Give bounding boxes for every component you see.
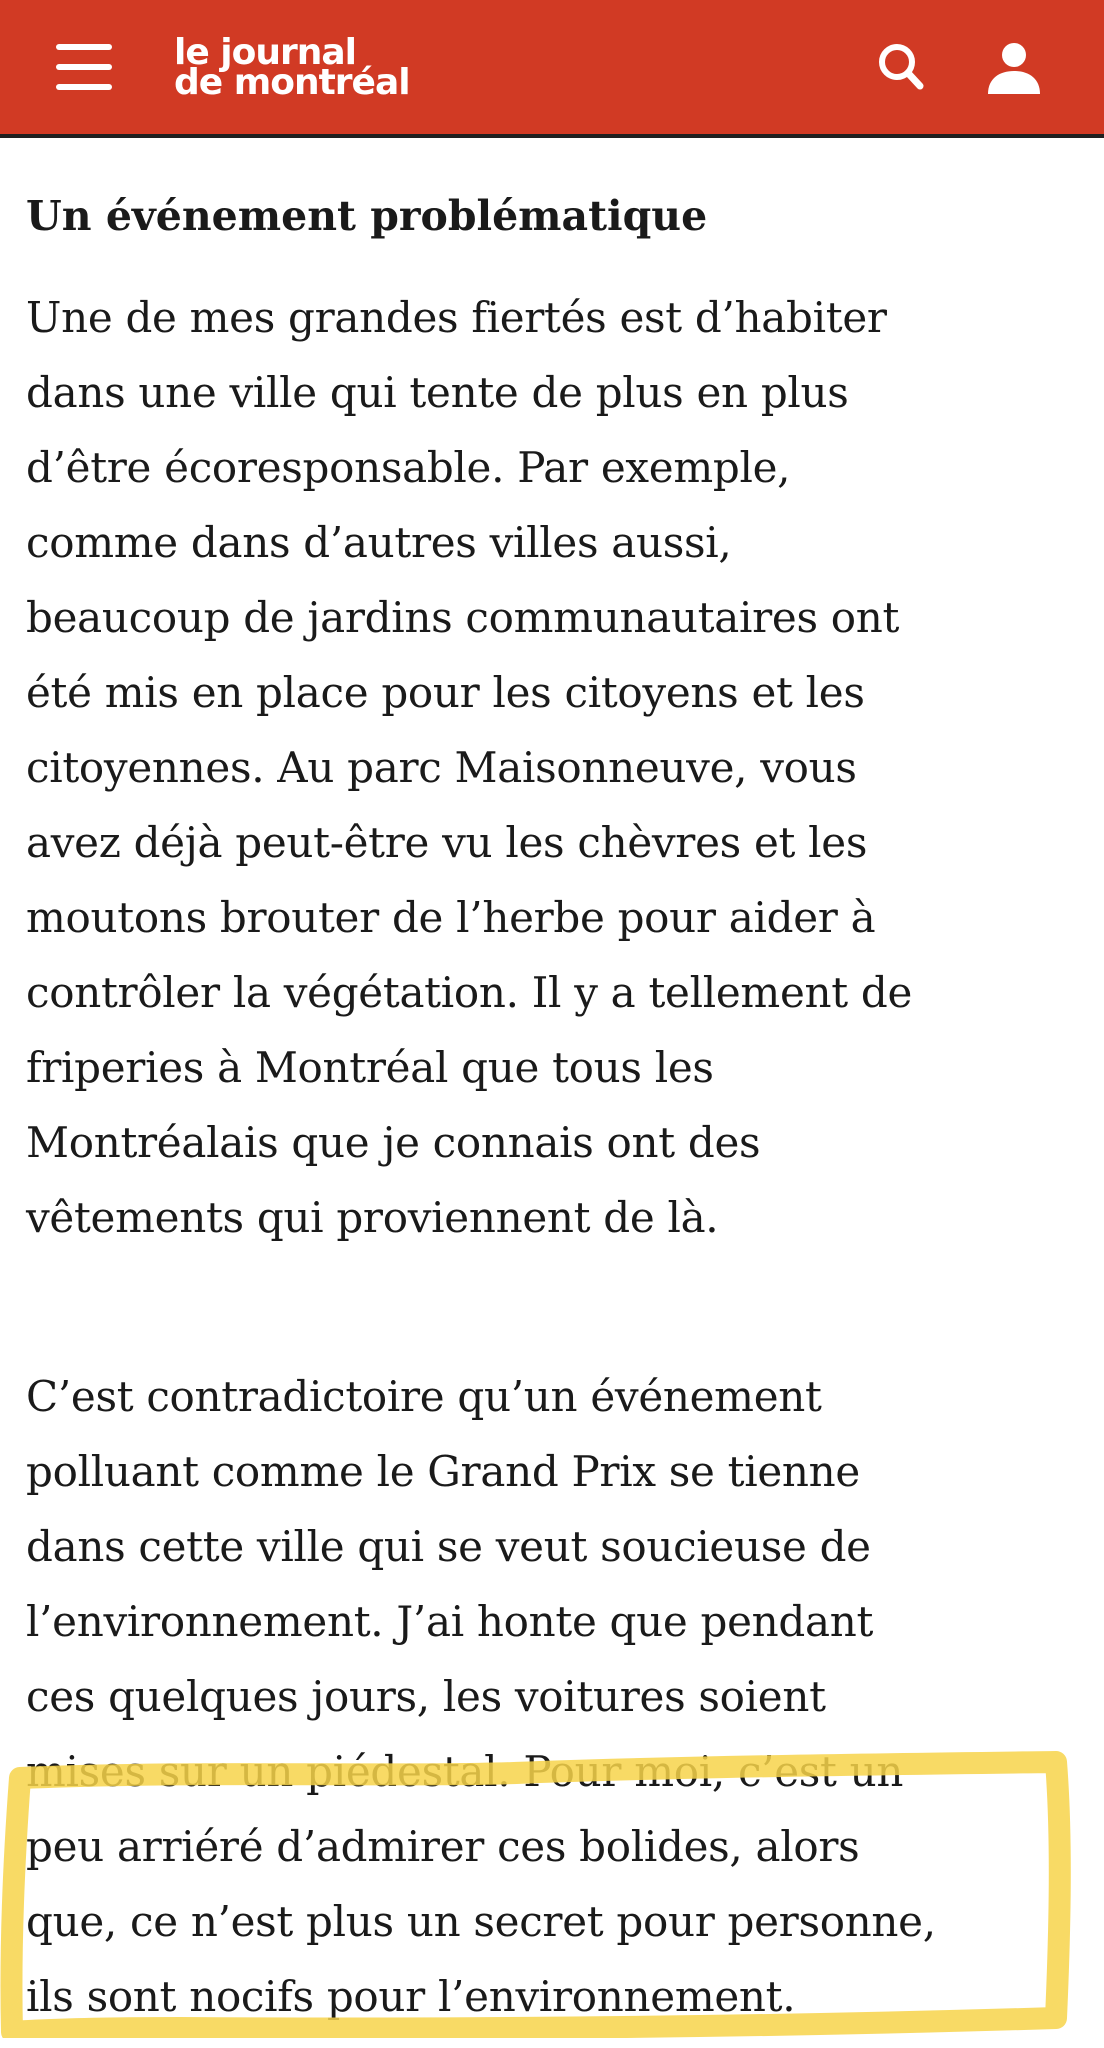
paragraph-line: dans cette ville qui se veut soucieuse de (26, 1522, 871, 1571)
user-icon[interactable] (982, 36, 1046, 100)
paragraph-line: beaucoup de jardins communautaires ont (26, 593, 900, 642)
paragraph-line: C’est contradictoire qu’un événement (26, 1372, 822, 1421)
paragraph-line: Montréalais que je connais ont des (26, 1118, 761, 1167)
paragraph-line: mises sur un piédestal. Pour moi, c’est un (26, 1747, 904, 1796)
paragraph-line: avez déjà peut-être vu les chèvres et les (26, 818, 868, 867)
paragraph-line: moutons brouter de l’herbe pour aider à (26, 893, 876, 942)
article-subheading: Un événement problématique (26, 192, 708, 240)
menu-icon[interactable] (56, 44, 114, 92)
article-paragraph-1 (26, 280, 1086, 1255)
article-paragraph-2 (26, 1359, 1086, 2034)
logo-line-2: de montréal (174, 62, 410, 103)
paragraph-line: polluant comme le Grand Prix se tienne (26, 1447, 860, 1496)
paragraph-line: ces quelques jours, les voitures soient (26, 1672, 826, 1721)
paragraph-line: friperies à Montréal que tous les (26, 1043, 714, 1092)
paragraph-line: été mis en place pour les citoyens et les (26, 668, 865, 717)
paragraph-line: contrôler la végétation. Il y a tellement de (26, 968, 913, 1017)
paragraph-line: dans une ville qui tente de plus en plus (26, 368, 849, 417)
paragraph-line: que, ce n’est plus un secret pour personne, (26, 1897, 936, 1946)
logo-line-1: le journal (174, 32, 357, 73)
paragraph-line: citoyennes. Au parc Maisonneuve, vous (26, 743, 857, 792)
paragraph-line: ils sont nocifs pour l’environnement. (26, 1972, 796, 2021)
paragraph-line: d’être écoresponsable. Par exemple, (26, 443, 791, 492)
paragraph-line: vêtements qui proviennent de là. (26, 1193, 719, 1242)
paragraph-line: peu arriéré d’admirer ces bolides, alors (26, 1822, 860, 1871)
paragraph-line: comme dans d’autres villes aussi, (26, 518, 732, 567)
paragraph-line: l’environnement. J’ai honte que pendant (26, 1597, 874, 1646)
site-logo[interactable] (174, 32, 410, 103)
top-navigation-bar (0, 0, 1104, 138)
article-body (26, 186, 1086, 2034)
search-icon[interactable] (870, 36, 934, 100)
paragraph-line: Une de mes grandes fiertés est d’habiter (26, 293, 887, 342)
